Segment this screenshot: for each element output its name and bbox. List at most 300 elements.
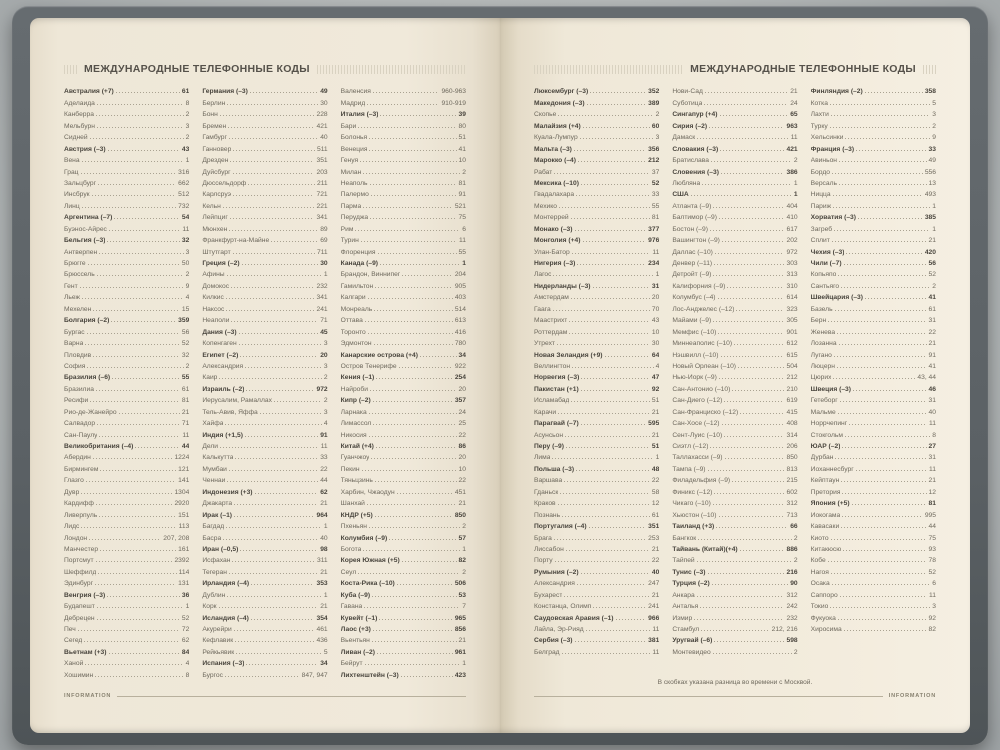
dotted-leader [89, 539, 161, 540]
dotted-leader [581, 378, 650, 379]
dotted-leader [111, 321, 176, 322]
place-name: Эдмонтон [340, 340, 372, 348]
place-name: Швейцария (–3) [810, 294, 863, 302]
code-entry [341, 301, 466, 312]
code-entry [341, 290, 466, 301]
dotted-leader [88, 264, 180, 265]
phone-code: 3 [185, 122, 190, 130]
dotted-leader [274, 401, 322, 402]
dotted-leader [226, 527, 322, 528]
page-title: МЕЖДУНАРОДНЫЕ ТЕЛЕФОННЫЕ КОДЫ [84, 63, 310, 75]
phone-code: 36 [181, 591, 190, 599]
place-name: Мехелен [64, 305, 92, 313]
dotted-leader [697, 596, 785, 597]
phone-code: 311 [316, 557, 328, 565]
place-name: Буэнос-Айрес [64, 225, 107, 233]
dotted-leader [616, 619, 647, 620]
dotted-leader [255, 493, 319, 494]
code-entry [672, 84, 797, 95]
code-entry [672, 336, 797, 347]
code-entry [202, 176, 327, 187]
place-name: Мумбаи [202, 465, 227, 473]
place-name: Лейпциг [202, 214, 228, 222]
code-entry [672, 610, 797, 621]
phone-code: 25 [458, 420, 466, 428]
place-name: Чикаго (–10) [672, 500, 711, 508]
code-entry [672, 473, 797, 484]
phone-code: 1 [655, 454, 660, 462]
phone-code: 234 [648, 260, 660, 267]
dotted-leader [87, 333, 180, 334]
dotted-leader [85, 664, 183, 665]
place-name: Авиньон [810, 157, 837, 165]
code-entry [811, 587, 936, 598]
phone-code: 614 [786, 294, 798, 302]
dotted-leader [355, 230, 460, 231]
code-entry [341, 370, 466, 381]
dotted-leader [85, 344, 180, 345]
phone-code: 1 [655, 271, 660, 279]
place-name: Бирмингем [64, 465, 99, 473]
code-entry [64, 118, 189, 129]
codes-column-2 [202, 84, 327, 683]
code-entry [202, 473, 327, 484]
phone-code: 61 [181, 385, 190, 393]
dotted-leader [93, 310, 180, 311]
phone-code: 721 [316, 191, 328, 199]
phone-code: 420 [924, 248, 936, 256]
dotted-leader [233, 173, 315, 174]
left-page [30, 18, 500, 733]
place-name: Нигерия (–3) [534, 260, 576, 267]
place-name: Шеффилд [64, 568, 97, 576]
code-entry [811, 313, 936, 324]
phone-code: 254 [454, 374, 466, 382]
dotted-leader [82, 161, 184, 162]
planner-cover [12, 6, 988, 745]
phone-code: 436 [316, 637, 328, 645]
place-name: Гамильтон [340, 282, 374, 290]
code-entry [64, 210, 189, 221]
place-name: Милан [340, 168, 362, 176]
place-name: Хайфа [202, 420, 224, 428]
phone-code: 595 [648, 420, 660, 428]
place-name: Базель [810, 305, 833, 313]
place-name: Сеул [340, 568, 357, 576]
dotted-leader [839, 184, 927, 185]
code-entry [811, 496, 936, 507]
place-name: Тунис (–3) [672, 568, 706, 576]
dotted-leader [114, 218, 180, 219]
place-name: Маастрихт [534, 317, 568, 325]
code-entry [672, 95, 797, 106]
code-entry [202, 324, 327, 335]
dotted-leader [373, 424, 456, 425]
phone-code: 212, 216 [771, 626, 798, 633]
place-name: Тампа (–9) [672, 465, 706, 473]
place-name: Льеж [64, 294, 80, 302]
dotted-leader [219, 378, 322, 379]
code-entry [672, 461, 797, 472]
place-name: Вашингтон (–9) [672, 237, 720, 245]
code-entry [202, 484, 327, 495]
place-name: Дамаск [672, 134, 696, 142]
code-entry [811, 622, 936, 633]
dotted-leader [99, 516, 176, 517]
code-entry [341, 84, 466, 95]
phone-code: 511 [316, 145, 328, 153]
dotted-leader [135, 447, 179, 448]
phone-code: 385 [924, 214, 936, 222]
phone-code: 711 [316, 248, 328, 256]
dotted-leader [119, 413, 180, 414]
phone-code: 61 [181, 88, 190, 96]
dotted-leader [849, 424, 927, 425]
code-entry [672, 439, 797, 450]
dotted-leader [230, 218, 315, 219]
phone-code: 3 [932, 603, 936, 611]
place-name: Порту [534, 557, 553, 565]
place-name: Мальме [810, 408, 836, 416]
dotted-leader [223, 539, 318, 540]
place-name: Кипр (–2) [340, 397, 371, 405]
code-entry [534, 610, 659, 621]
place-name: Генуя [340, 157, 359, 165]
dotted-leader [369, 527, 460, 528]
place-name: Майами (–9) [672, 317, 712, 325]
dotted-leader [715, 253, 785, 254]
place-name: Карачи [534, 408, 557, 416]
dotted-leader [711, 161, 792, 162]
code-entry [202, 107, 327, 118]
place-name: Суботица [672, 99, 703, 107]
phone-code: 11 [929, 465, 936, 473]
place-name: Словения (–3) [672, 168, 719, 176]
dotted-leader [97, 619, 180, 620]
code-entry [672, 233, 797, 244]
place-name: Тель-Авив, Яффа [202, 408, 258, 416]
dotted-leader [99, 436, 180, 437]
phone-code: 72 [181, 626, 190, 633]
phone-code: 61 [928, 305, 936, 313]
place-name: Ливан (–2) [340, 648, 375, 656]
place-name: Сент-Луис (–10) [672, 431, 723, 439]
phone-code: 1 [323, 591, 328, 599]
place-name: Саппоро [810, 591, 838, 599]
dotted-leader [554, 173, 650, 174]
phone-code: 323 [786, 305, 798, 313]
place-name: Австралия (+7) [64, 88, 114, 96]
dotted-leader [231, 321, 318, 322]
code-entry [202, 221, 327, 232]
place-name: Инсбрук [64, 191, 90, 199]
dotted-leader [229, 573, 318, 574]
place-name: Дурбан [810, 454, 834, 462]
dotted-leader [86, 481, 176, 482]
dotted-leader [233, 253, 315, 254]
code-entry [202, 553, 327, 564]
place-name: Атланта (–9) [672, 202, 712, 210]
code-entry [202, 301, 327, 312]
code-entry [64, 576, 189, 587]
code-entry [811, 507, 936, 518]
code-entry [64, 347, 189, 358]
code-entry [534, 473, 659, 484]
place-name: Нью-Йорк (–9) [672, 374, 717, 382]
dotted-leader [227, 481, 318, 482]
code-entry [341, 187, 466, 198]
phone-code: 1 [185, 603, 190, 611]
code-entry [811, 519, 936, 530]
phone-code: 32 [181, 237, 190, 245]
dotted-leader [714, 493, 784, 494]
place-name: Иокогама [810, 511, 841, 519]
code-entry [811, 153, 936, 164]
place-name: Аргентина (–7) [64, 214, 113, 222]
dotted-leader [251, 584, 314, 585]
code-entry [534, 530, 659, 541]
code-entry [202, 530, 327, 541]
place-name: Калгари [340, 294, 366, 302]
dotted-leader [380, 264, 460, 265]
place-name: Сиэтл (–12) [672, 443, 709, 450]
place-name: Румыния (–2) [534, 568, 579, 576]
dotted-leader [226, 298, 315, 299]
dotted-leader [271, 241, 318, 242]
dotted-leader [233, 195, 314, 196]
dotted-leader [846, 253, 922, 254]
phone-code: 312 [786, 591, 798, 599]
place-name: Чехия (–3) [810, 248, 845, 256]
code-entry [811, 439, 936, 450]
place-name: Багдад [202, 523, 225, 531]
code-entry [811, 610, 936, 621]
code-entry [534, 107, 659, 118]
dotted-leader [107, 241, 179, 242]
dotted-leader [227, 104, 318, 105]
place-name: Неаполь [340, 179, 368, 187]
dotted-leader [830, 127, 931, 128]
phone-code: 598 [786, 637, 798, 645]
place-name: Токио [810, 603, 829, 611]
place-name: Новая Зеландия (+9) [534, 351, 603, 359]
place-name: Франция (–3) [810, 145, 855, 153]
phone-code: 8 [185, 99, 190, 107]
place-name: Мехико [534, 202, 558, 210]
code-entry [534, 519, 659, 530]
place-name: Сан-Антонио (–10) [672, 385, 731, 393]
right-page-footer [534, 692, 936, 700]
phone-code: 81 [651, 214, 660, 222]
place-name: Остров Тенерифе [340, 362, 397, 370]
code-entry [202, 233, 327, 244]
code-entry [64, 198, 189, 209]
dotted-leader [369, 138, 456, 139]
footer-label: INFORMATION [64, 693, 112, 699]
code-entry [341, 599, 466, 610]
phone-code: 21 [181, 408, 190, 416]
code-entry [341, 176, 466, 187]
phone-code: 1 [323, 523, 328, 531]
dotted-leader [572, 367, 654, 368]
code-entry [672, 587, 797, 598]
code-entry [672, 324, 797, 335]
place-name: Монголия (+4) [534, 237, 581, 245]
dotted-leader [229, 138, 318, 139]
phone-code: 11 [182, 225, 190, 233]
place-name: Палермо [340, 191, 369, 199]
dotted-leader [84, 641, 180, 642]
phone-code: 2920 [174, 500, 190, 508]
code-entry [534, 370, 659, 381]
dotted-leader [709, 127, 784, 128]
place-name: Перуджа [340, 214, 369, 222]
place-name: Бостон (–9) [672, 225, 708, 233]
phone-code: 21 [790, 88, 798, 96]
dotted-leader [736, 310, 784, 311]
phone-code: 1 [462, 260, 466, 267]
dotted-leader [833, 207, 930, 208]
place-name: Австрия (–3) [64, 145, 106, 153]
code-entry [202, 118, 327, 129]
phone-code: 65 [790, 111, 798, 119]
phone-code: 901 [786, 328, 798, 336]
dotted-leader [843, 550, 926, 551]
phone-code: 21 [320, 500, 328, 508]
place-name: Лидс [64, 523, 80, 531]
phone-code: 3 [185, 248, 190, 256]
place-name: Нагоя [810, 568, 829, 576]
code-entry [64, 278, 189, 289]
code-entry [672, 290, 797, 301]
phone-code: 922 [454, 362, 466, 370]
place-name: Гамбург [202, 134, 227, 142]
place-name: Тегеран [202, 568, 227, 576]
dotted-leader [577, 264, 646, 265]
phone-code: 2 [655, 111, 660, 119]
place-name: Калькутта [202, 454, 234, 462]
phone-code: 40 [320, 534, 328, 542]
dotted-leader [713, 275, 784, 276]
dotted-leader [90, 401, 180, 402]
place-name: Хошимин [64, 671, 94, 679]
phone-code: 964 [316, 511, 328, 519]
dotted-leader [838, 275, 926, 276]
code-entry [534, 84, 659, 95]
phone-code: 49 [928, 157, 936, 165]
dotted-leader [562, 653, 651, 654]
phone-code: 8 [932, 431, 936, 439]
phone-code: 81 [181, 397, 190, 405]
phone-code: 81 [928, 500, 936, 508]
place-name: Каир [202, 374, 218, 382]
place-name: Никосия [340, 431, 367, 439]
code-entry [672, 599, 797, 610]
phone-code: 1 [185, 157, 190, 165]
code-entry [811, 210, 936, 221]
phone-code: 21 [651, 431, 660, 439]
code-entry [341, 233, 466, 244]
phone-code: 141 [178, 477, 190, 485]
dotted-leader [838, 413, 927, 414]
code-entry [341, 359, 466, 370]
dotted-leader [95, 676, 183, 677]
header-stripe-block [64, 65, 77, 74]
code-entry [534, 507, 659, 518]
code-entry [811, 336, 936, 347]
phone-code: 2 [323, 397, 328, 405]
code-entry [64, 153, 189, 164]
code-entry [341, 667, 466, 678]
dotted-leader [246, 664, 318, 665]
dotted-leader [245, 436, 318, 437]
place-name: Сан-Паулу [64, 431, 98, 439]
code-entry [64, 370, 189, 381]
code-entry [672, 370, 797, 381]
dotted-leader [574, 150, 646, 151]
code-entry [202, 347, 327, 358]
code-entry [811, 427, 936, 438]
phone-code: 612 [786, 340, 798, 348]
code-entry [672, 450, 797, 461]
phone-code: 9 [932, 134, 936, 142]
place-name: Малайзия (+4) [534, 122, 581, 130]
phone-code: 75 [928, 534, 936, 542]
place-name: Брага [534, 534, 552, 542]
dotted-leader [96, 504, 173, 505]
phone-code: 232 [786, 614, 798, 622]
codes-column-3 [341, 84, 466, 683]
code-entry [341, 267, 466, 278]
dotted-leader [375, 516, 453, 517]
code-entry [202, 267, 327, 278]
phone-code: 11 [652, 648, 660, 656]
dotted-leader [835, 310, 927, 311]
phone-code: 12 [651, 500, 660, 508]
code-entry [811, 118, 936, 129]
dotted-leader [719, 218, 785, 219]
place-name: Китай (+4) [340, 443, 374, 450]
place-name: Даллас (–10) [672, 248, 713, 256]
place-name: Болгария (–2) [64, 317, 110, 325]
place-name: Любляна [672, 179, 701, 187]
dotted-leader [225, 424, 321, 425]
code-entry [534, 153, 659, 164]
code-entry [811, 404, 936, 415]
place-name: Исландия (–4) [202, 614, 249, 622]
phone-code: 352 [648, 88, 660, 96]
dotted-leader [694, 619, 784, 620]
code-entry [534, 599, 659, 610]
code-entry [672, 153, 797, 164]
place-name: Испания (–3) [202, 660, 245, 668]
phone-code: 51 [458, 134, 466, 142]
phone-code: 421 [786, 145, 798, 153]
phone-code: 2 [462, 523, 466, 531]
code-entry [64, 393, 189, 404]
dotted-leader [97, 127, 184, 128]
phone-code: 39 [458, 111, 466, 119]
code-entry [202, 187, 327, 198]
code-entry [64, 439, 189, 450]
phone-code: 90 [790, 580, 798, 588]
code-entry [341, 244, 466, 255]
phone-code: 86 [458, 443, 466, 450]
place-name: Дувр [64, 488, 80, 496]
dotted-leader [566, 550, 650, 551]
dotted-leader [97, 607, 184, 608]
phone-code: 30 [320, 99, 328, 107]
